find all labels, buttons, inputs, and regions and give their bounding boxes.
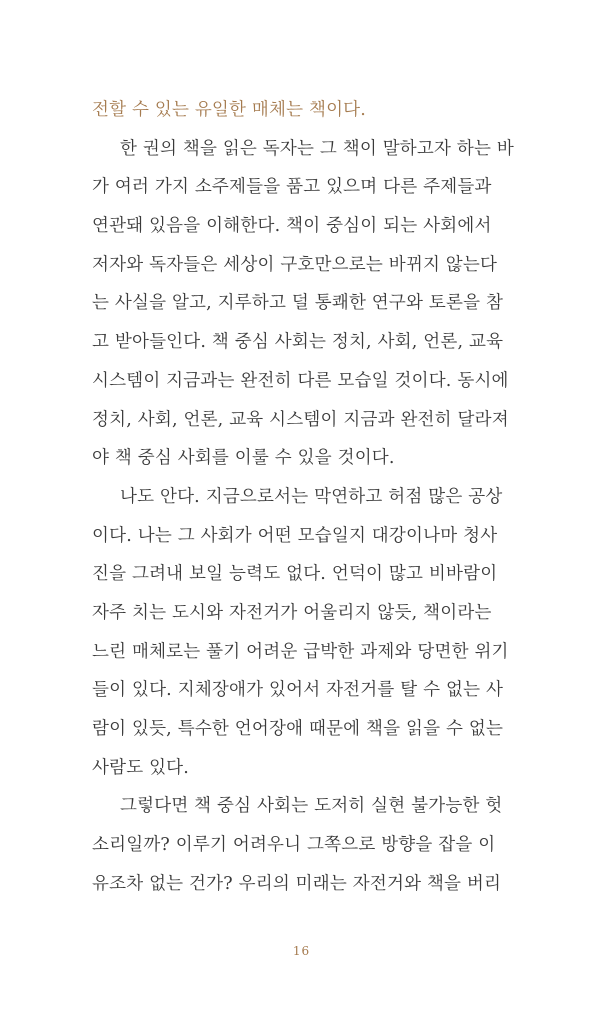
text-line: 그렇다면 책 중심 사회는 도저히 실현 불가능한 헛 <box>120 796 503 817</box>
text-line: 느린 매체로는 풀기 어려운 급박한 과제와 당면한 위기 <box>92 641 509 662</box>
text-line: 람이 있듯, 특수한 언어장애 때문에 책을 읽을 수 없는 <box>92 719 504 739</box>
text-line: 저자와 독자들은 세상이 구호만으로는 바뀌지 않는다 <box>92 254 498 275</box>
text-line: 는 사실을 알고, 지루하고 덜 통쾌한 연구와 토론을 참 <box>92 293 504 314</box>
text-line: 한 권의 책을 읽은 독자는 그 책이 말하고자 하는 바 <box>120 138 514 159</box>
page-number: 16 <box>292 944 311 958</box>
text-line: 나도 안다. 지금으로서는 막연하고 허점 많은 공상 <box>120 486 503 507</box>
text-line: 고 받아들인다. 책 중심 사회는 정치, 사회, 언론, 교육 <box>92 332 504 353</box>
text-line: 진을 그려내 보일 능력도 없다. 언덕이 많고 비바람이 <box>92 564 498 585</box>
text-line: 가 여러 가지 소주제들을 품고 있으며 다른 주제들과 <box>92 177 492 198</box>
text-line: 이다. 나는 그 사회가 어떤 모습일지 대강이나마 청사 <box>92 525 498 546</box>
text-line: 자주 치는 도시와 자전거가 어울리지 않듯, 책이라는 <box>92 602 492 623</box>
text-line: 유조차 없는 건가? 우리의 미래는 자전거와 책을 버리 <box>92 873 502 894</box>
text-line: 들이 있다. 지체장애가 있어서 자전거를 탈 수 없는 사 <box>92 680 504 701</box>
text-line: 야 책 중심 사회를 이룰 수 있을 것이다. <box>92 448 395 469</box>
text-line: 전할 수 있는 유일한 매체는 책이다. <box>92 100 367 120</box>
text-line: 연관돼 있음을 이해한다. 책이 중심이 되는 사회에서 <box>92 216 492 237</box>
text-line: 사람도 있다. <box>92 757 190 778</box>
text-line: 소리일까? 이루기 어려우니 그쪽으로 방향을 잡을 이 <box>92 835 496 856</box>
body-text <box>92 91 532 903</box>
text-line: 정치, 사회, 언론, 교육 시스템이 지금과 완전히 달라져 <box>92 409 509 430</box>
text-line: 시스템이 지금과는 완전히 다른 모습일 것이다. 동시에 <box>92 370 509 391</box>
